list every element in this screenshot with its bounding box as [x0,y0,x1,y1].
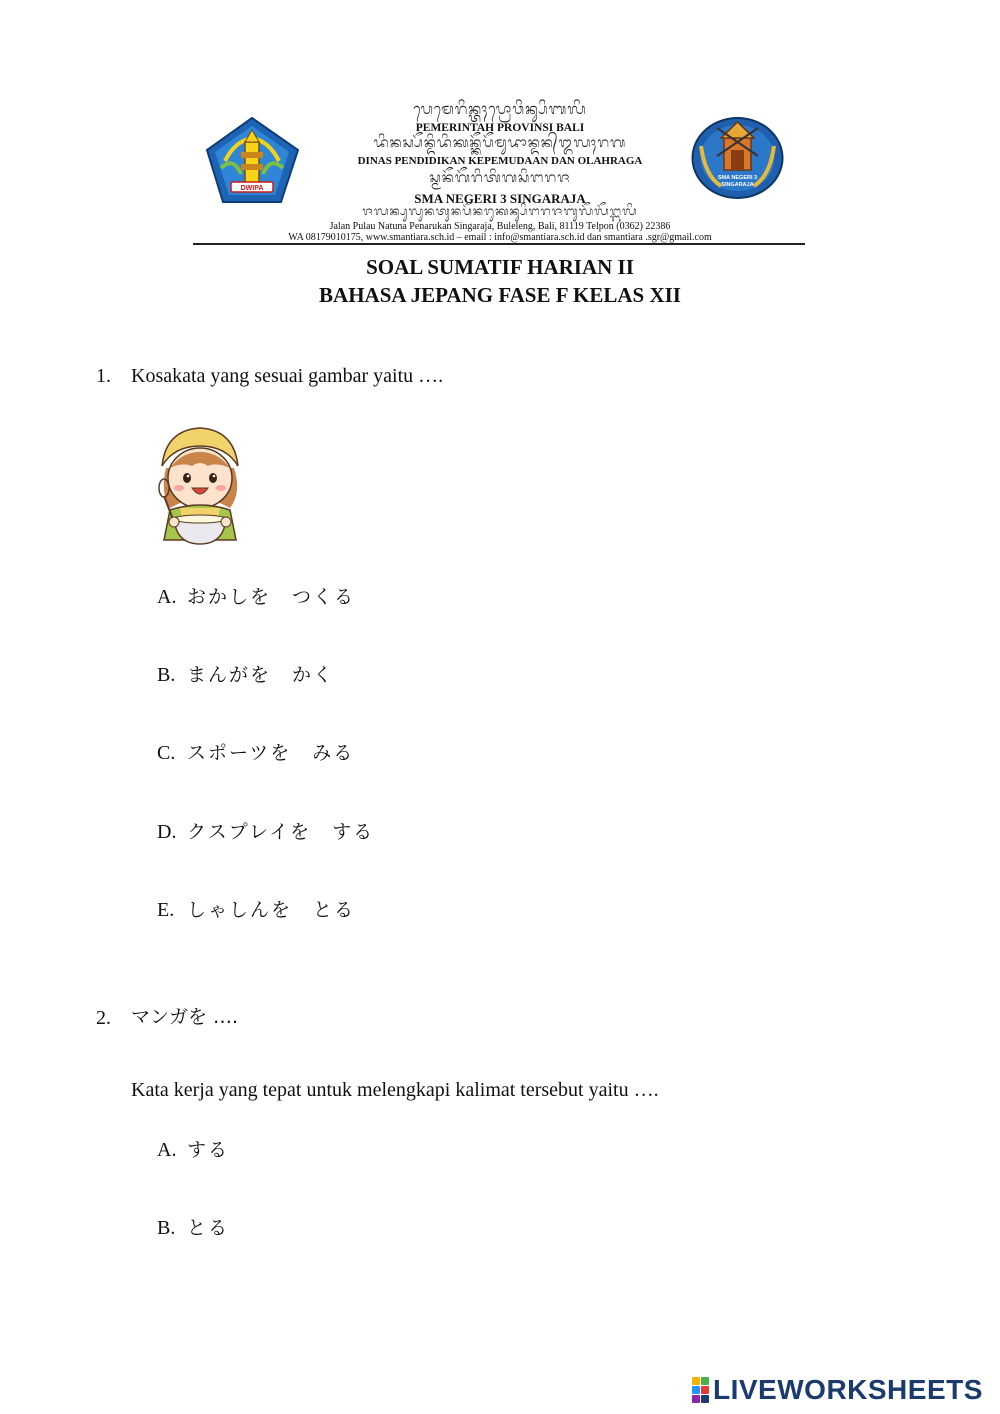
balinese-script-line-4: ᬚᬮᬦ᭄ᬧᬸᬮᬸᬦᬢᬸᬦᬧᭂᬦᬭᬸᬓᬦ᭄ᬲᬶᬗᬭᬚᬩᬸᬮᭂᬮᭂᬗ᭄ᬩᬮᬶ [362,204,638,218]
option-letter: D. [157,821,177,843]
left-logo-text: DWIPA [240,185,264,192]
government-name: PEMERINTAH PROVINSI BALI [415,122,585,134]
question-number: 2. [96,1007,111,1029]
option-letter: A. [157,586,177,608]
option-letter: B. [157,1217,176,1239]
right-logo-text-1: SMA NEGERI 3 [717,175,758,181]
option-text: スポーツを みる [187,742,355,764]
question-text: Kosakata yang sesuai gambar yaitu …. [131,365,444,387]
question-text: マンガを …. [131,1006,239,1028]
watermark-text: LIVEWORKSHEETS [713,1374,983,1405]
question-number: 1. [96,365,111,387]
letterhead-divider [193,243,805,245]
option-text: する [187,1139,230,1161]
option-b[interactable] [157,665,334,685]
right-logo-text-2: SINGARAJA [721,182,754,188]
question-subtext: Kata kerja yang tepat untuk melengkapi kalimat tersebut yaitu …. [131,1079,659,1101]
school-contact: WA 08179010175, www.smantiara.sch.id – email : info@smantiara.sch.id dan smantiara .sgr@gmail.com [288,232,712,243]
option-text: とる [187,1217,230,1239]
balinese-script-line-3: ᬲ᭄ᬫᬦᭂᬕᭂᬭᬶᬢᬶᬕᬲᬶᬗᬭᬚ [429,170,571,186]
girl-baking-icon [152,422,248,546]
exam-title: SOAL SUMATIF HARIAN II [366,255,634,279]
option-text: クスプレイを する [187,821,375,843]
option-text: おかしを つくる [187,586,356,608]
option-e[interactable] [157,900,355,920]
option-letter: A. [157,1139,177,1161]
option-a[interactable] [157,1140,229,1160]
option-a[interactable] [157,587,355,607]
option-text: まんがを かく [187,664,335,686]
balinese-script-line-1: ᬧᬾᬫᬾᬭᬶᬦ᭄ᬢᬄᬧ᭄ᬭᭀᬯᬶᬦ᭄ᬲᬶᬩᬮᬶ [413,100,587,118]
liveworksheets-watermark[interactable] [692,1376,983,1404]
balinese-script-line-2: ᬤᬶᬦᬲ᭄ᬧᭂᬦ᭄ᬤᬶᬤᬶᬓᬦ᭄ᬓᭂᬧᭂᬫᬸᬤᬵᬦ᭄ᬤᬦ᭄ᬑᬮᬄᬭᬕ [373,135,627,151]
department-name: DINAS PENDIDIKAN KEPEMUDAAN DAN OLAHRAGA [357,155,643,167]
option-text: しゃしんを とる [187,899,356,921]
option-b[interactable] [157,1218,229,1238]
option-c[interactable] [157,743,354,763]
option-letter: E. [157,899,175,921]
school-name: SMA NEGERI 3 SINGARAJA [414,191,586,206]
exam-subtitle: BAHASA JEPANG FASE F KELAS XII [319,283,681,307]
liveworksheets-logo-icon [692,1377,709,1403]
school-address: Jalan Pulau Natuna Penarukan Singaraja, Buleleng, Bali, 81119 Telpon (0362) 22386 [329,221,671,232]
option-letter: B. [157,664,176,686]
option-letter: C. [157,742,176,764]
option-d[interactable] [157,822,374,842]
